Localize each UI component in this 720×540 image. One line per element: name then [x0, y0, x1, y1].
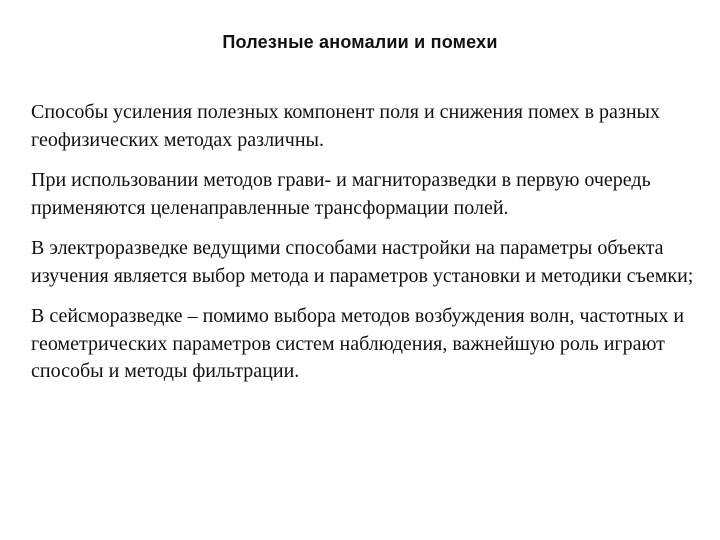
- paragraph-seismic: В сейсморазведке – помимо выбора методов возбуждения волн, частотных и геометрических параметров систем наблюдения, важнейшую роль играют способы и методы фильтрации.: [31, 305, 685, 382]
- slide-body: [31, 99, 701, 399]
- paragraph-electrical: В электроразведке ведущими способами настройки на параметры объекта изучения является выбор метода и параметров установки и методики съемки;: [31, 237, 694, 287]
- slide-title: Полезные аномалии и помехи: [222, 32, 498, 52]
- paragraph-methods-intro: Способы усиления полезных компонент поля и снижения помех в разных геофизических методах различны.: [31, 101, 660, 151]
- paragraph-gravity-magnetic: При использовании методов грави- и магниторазведки в первую очередь применяются целенаправленные трансформации полей.: [31, 169, 651, 219]
